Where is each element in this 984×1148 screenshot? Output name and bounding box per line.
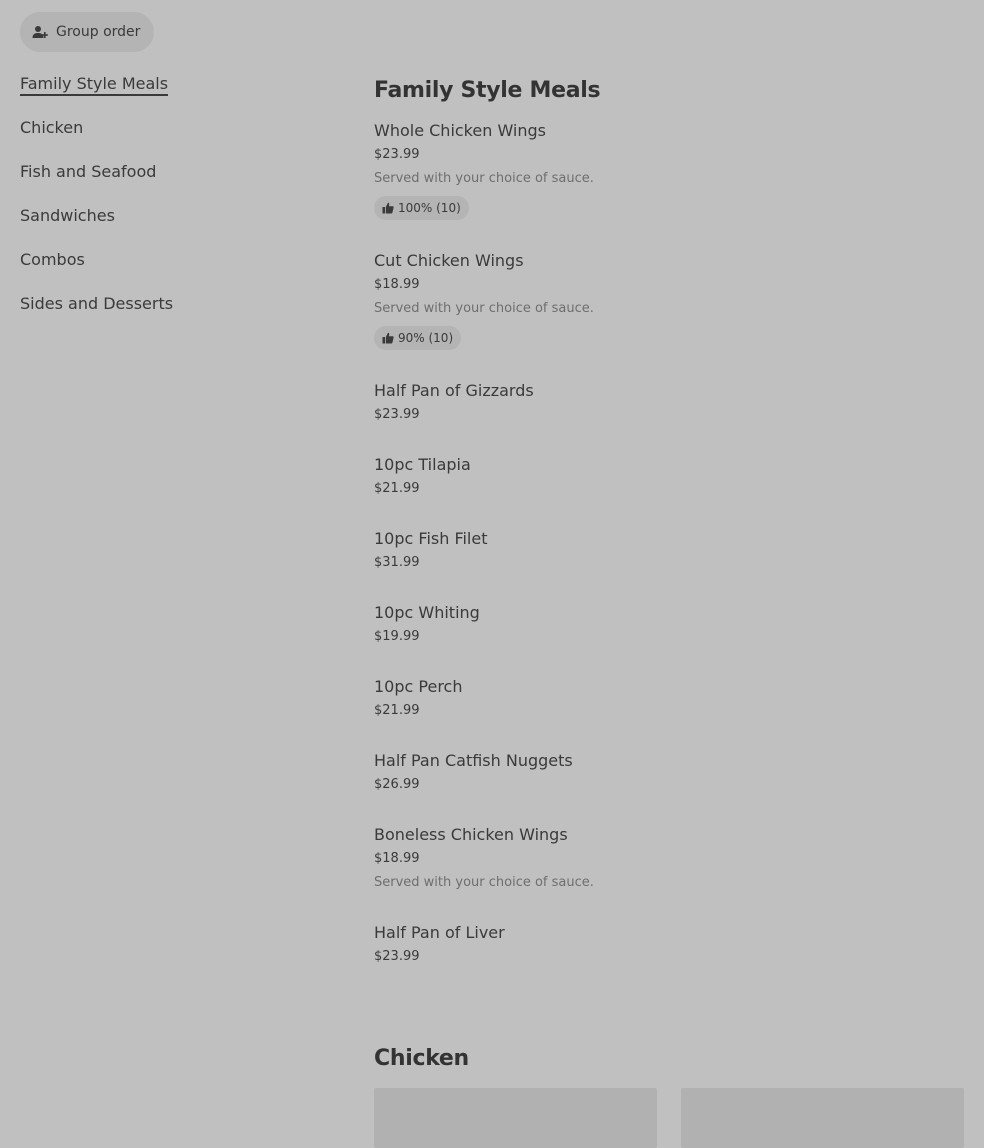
category-sidebar: [20, 72, 320, 336]
sidebar-item-label: Fish and Seafood: [20, 162, 157, 181]
sidebar-item-family-style-meals[interactable]: [20, 72, 320, 96]
rating-text: 100% (10): [398, 201, 461, 215]
thumbs-up-icon: [382, 202, 394, 214]
item-name: 10pc Perch: [374, 677, 463, 696]
sidebar-item-label: Combos: [20, 250, 85, 269]
sidebar-item-combos[interactable]: [20, 248, 320, 272]
menu-item-10pc-whiting[interactable]: [374, 602, 964, 646]
item-price: $23.99: [374, 407, 420, 422]
item-price: $26.99: [374, 777, 420, 792]
menu-item-whole-chicken-wings[interactable]: [374, 120, 964, 220]
sidebar-item-sides-and-desserts[interactable]: [20, 292, 320, 316]
rating-badge: [374, 196, 469, 220]
rating-badge: [374, 326, 461, 350]
menu-card-image[interactable]: [681, 1088, 964, 1148]
sidebar-item-label: Family Style Meals: [20, 74, 168, 96]
item-name: 10pc Tilapia: [374, 455, 471, 474]
menu-item-boneless-chicken-wings[interactable]: [374, 824, 964, 892]
item-description: Served with your choice of sauce.: [374, 875, 594, 890]
item-name: 10pc Fish Filet: [374, 529, 488, 548]
item-name: 10pc Whiting: [374, 603, 480, 622]
item-price: $23.99: [374, 949, 420, 964]
menu-item-10pc-tilapia[interactable]: [374, 454, 964, 498]
person-add-icon: [32, 24, 48, 40]
item-price: $31.99: [374, 555, 420, 570]
menu-main: [374, 74, 964, 996]
menu-item-10pc-fish-filet[interactable]: [374, 528, 964, 572]
group-order-button[interactable]: [20, 12, 154, 52]
section-title: Family Style Meals: [374, 78, 601, 103]
item-description: Served with your choice of sauce.: [374, 171, 594, 186]
menu-item-cut-chicken-wings[interactable]: [374, 250, 964, 350]
sidebar-item-label: Sandwiches: [20, 206, 115, 225]
group-order-label: Group order: [56, 24, 141, 40]
menu-card-image[interactable]: [374, 1088, 657, 1148]
rating-text: 90% (10): [398, 331, 454, 345]
card-row: [374, 1088, 964, 1148]
item-name: Half Pan of Liver: [374, 923, 505, 942]
menu-item-half-pan-of-gizzards[interactable]: [374, 380, 964, 424]
item-price: $21.99: [374, 481, 420, 496]
item-price: $21.99: [374, 703, 420, 718]
sidebar-item-fish-and-seafood[interactable]: [20, 160, 320, 184]
section-title: Chicken: [374, 1046, 469, 1071]
item-name: Half Pan of Gizzards: [374, 381, 534, 400]
item-price: $18.99: [374, 277, 420, 292]
sidebar-item-chicken[interactable]: [20, 116, 320, 140]
item-name: Half Pan Catfish Nuggets: [374, 751, 573, 770]
sidebar-item-sandwiches[interactable]: [20, 204, 320, 228]
item-price: $19.99: [374, 629, 420, 644]
sidebar-item-label: Chicken: [20, 118, 84, 137]
menu-item-half-pan-of-liver[interactable]: [374, 922, 964, 966]
menu-item-half-pan-catfish-nuggets[interactable]: [374, 750, 964, 794]
item-name: Whole Chicken Wings: [374, 121, 546, 140]
item-name: Cut Chicken Wings: [374, 251, 524, 270]
item-name: Boneless Chicken Wings: [374, 825, 568, 844]
item-price: $23.99: [374, 147, 420, 162]
item-price: $18.99: [374, 851, 420, 866]
thumbs-up-icon: [382, 332, 394, 344]
menu-item-10pc-perch[interactable]: [374, 676, 964, 720]
sidebar-item-label: Sides and Desserts: [20, 294, 174, 313]
item-description: Served with your choice of sauce.: [374, 301, 594, 316]
chicken-section: [374, 1042, 964, 1148]
